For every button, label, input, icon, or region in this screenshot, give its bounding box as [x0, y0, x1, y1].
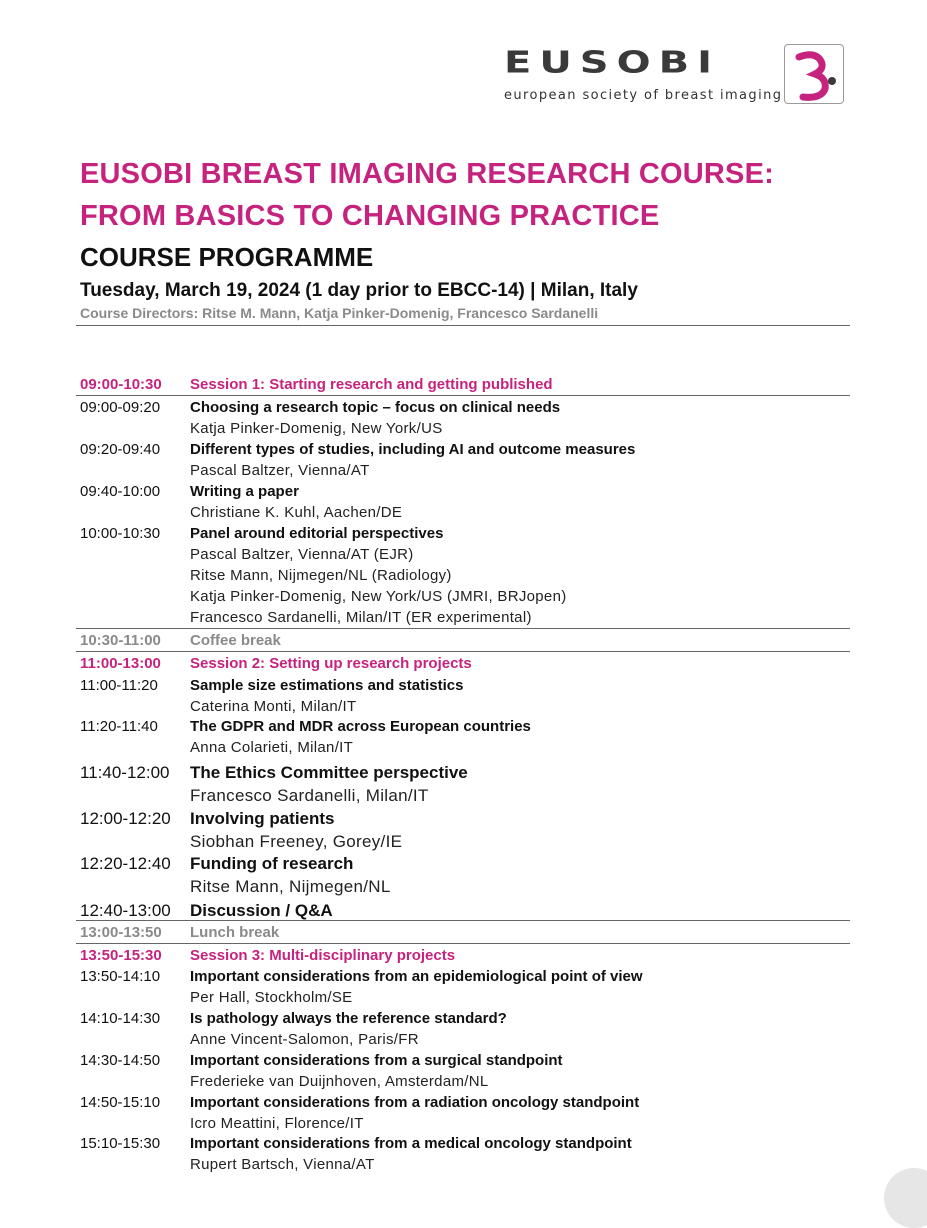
schedule-divider — [76, 628, 850, 629]
talk-title: Choosing a research topic – focus on clinical needs — [190, 399, 561, 416]
break-time: 13:00-13:50 — [80, 924, 162, 941]
speaker-name: Katja Pinker-Domenig, New York/US — [190, 420, 443, 437]
talk-time: 14:30-14:50 — [80, 1052, 161, 1069]
speaker-name: Ritse Mann, Nijmegen/NL — [190, 877, 391, 896]
talk-title: The GDPR and MDR across European countries — [190, 718, 531, 735]
talk-time: 11:20-11:40 — [80, 718, 158, 735]
talk-time: 12:40-13:00 — [80, 901, 171, 920]
session-time: 11:00-13:00 — [80, 655, 161, 672]
talk-time: 11:40-12:00 — [80, 763, 170, 782]
course-programme-heading: COURSE PROGRAMME — [80, 242, 374, 272]
speaker-name: Pascal Baltzer, Vienna/AT (EJR) — [190, 546, 414, 563]
talk-title: Is pathology always the reference standard? — [190, 1010, 507, 1027]
speaker-name: Francesco Sardanelli, Milan/IT — [190, 786, 429, 805]
break-title: Coffee break — [190, 632, 281, 649]
course-title-line-2: FROM BASICS TO CHANGING PRACTICE — [80, 200, 660, 232]
talk-title: Funding of research — [190, 854, 354, 873]
talk-title: Panel around editorial perspectives — [190, 525, 444, 542]
schedule-divider — [76, 920, 850, 921]
talk-title: Different types of studies, including AI and outcome measures — [190, 441, 636, 458]
logo-wordmark: EUSOBI — [504, 45, 720, 80]
talk-time: 14:50-15:10 — [80, 1094, 161, 1111]
session-time: 13:50-15:30 — [80, 947, 162, 964]
talk-title: Important considerations from a radiation oncology standpoint — [190, 1094, 640, 1111]
speaker-name: Per Hall, Stockholm/SE — [190, 989, 353, 1006]
course-title-line-1: EUSOBI BREAST IMAGING RESEARCH COURSE: — [80, 158, 774, 190]
session-title: Session 2: Setting up research projects — [190, 655, 472, 672]
break-time: 10:30-11:00 — [80, 632, 161, 649]
talk-time: 11:00-11:20 — [80, 677, 158, 694]
talk-title: Important considerations from a medical oncology standpoint — [190, 1135, 632, 1152]
date-location: Tuesday, March 19, 2024 (1 day prior to EBCC-14) | Milan, Italy — [80, 280, 638, 301]
schedule-divider — [76, 943, 850, 944]
talk-time: 14:10-14:30 — [80, 1010, 161, 1027]
speaker-name: Anne Vincent-Salomon, Paris/FR — [190, 1031, 419, 1048]
speaker-name: Rupert Bartsch, Vienna/AT — [190, 1156, 375, 1173]
talk-time: 09:00-09:20 — [80, 399, 161, 416]
talk-time: 10:00-10:30 — [80, 525, 161, 542]
talk-title: Sample size estimations and statistics — [190, 677, 464, 694]
speaker-name: Siobhan Freeney, Gorey/IE — [190, 832, 403, 851]
talk-time: 12:00-12:20 — [80, 809, 171, 828]
speaker-name: Frederieke van Duijnhoven, Amsterdam/NL — [190, 1073, 489, 1090]
speaker-name: Katja Pinker-Domenig, New York/US (JMRI, BRJopen) — [190, 588, 567, 605]
speaker-name: Ritse Mann, Nijmegen/NL (Radiology) — [190, 567, 452, 584]
talk-title: Important considerations from a surgical standpoint — [190, 1052, 563, 1069]
talk-time: 09:20-09:40 — [80, 441, 161, 458]
talk-title: Discussion / Q&A — [190, 901, 333, 920]
talk-time: 13:50-14:10 — [80, 968, 161, 985]
speaker-name: Caterina Monti, Milan/IT — [190, 698, 357, 715]
talk-title: The Ethics Committee perspective — [190, 763, 468, 782]
talk-time: 15:10-15:30 — [80, 1135, 161, 1152]
session-title: Session 1: Starting research and getting published — [190, 376, 553, 393]
session-time: 09:00-10:30 — [80, 376, 162, 393]
talk-title: Important considerations from an epidemiological point of view — [190, 968, 643, 985]
talk-time: 12:20-12:40 — [80, 854, 171, 873]
talk-time: 09:40-10:00 — [80, 483, 161, 500]
speaker-name: Christiane K. Kuhl, Aachen/DE — [190, 504, 403, 521]
session-title: Session 3: Multi-disciplinary projects — [190, 947, 456, 964]
speaker-name: Pascal Baltzer, Vienna/AT — [190, 462, 370, 479]
logo-tagline: european society of breast imaging — [504, 88, 783, 103]
speaker-name: Francesco Sardanelli, Milan/IT (ER experimental) — [190, 609, 532, 626]
speaker-name: Icro Meattini, Florence/IT — [190, 1115, 364, 1132]
schedule-divider — [76, 651, 850, 652]
talk-title: Involving patients — [190, 809, 335, 828]
break-title: Lunch break — [190, 924, 280, 941]
talk-title: Writing a paper — [190, 483, 299, 500]
speaker-name: Anna Colarieti, Milan/IT — [190, 739, 354, 756]
course-directors: Course Directors: Ritse M. Mann, Katja Pinker-Domenig, Francesco Sardanelli — [80, 305, 599, 321]
schedule-divider — [76, 395, 850, 396]
